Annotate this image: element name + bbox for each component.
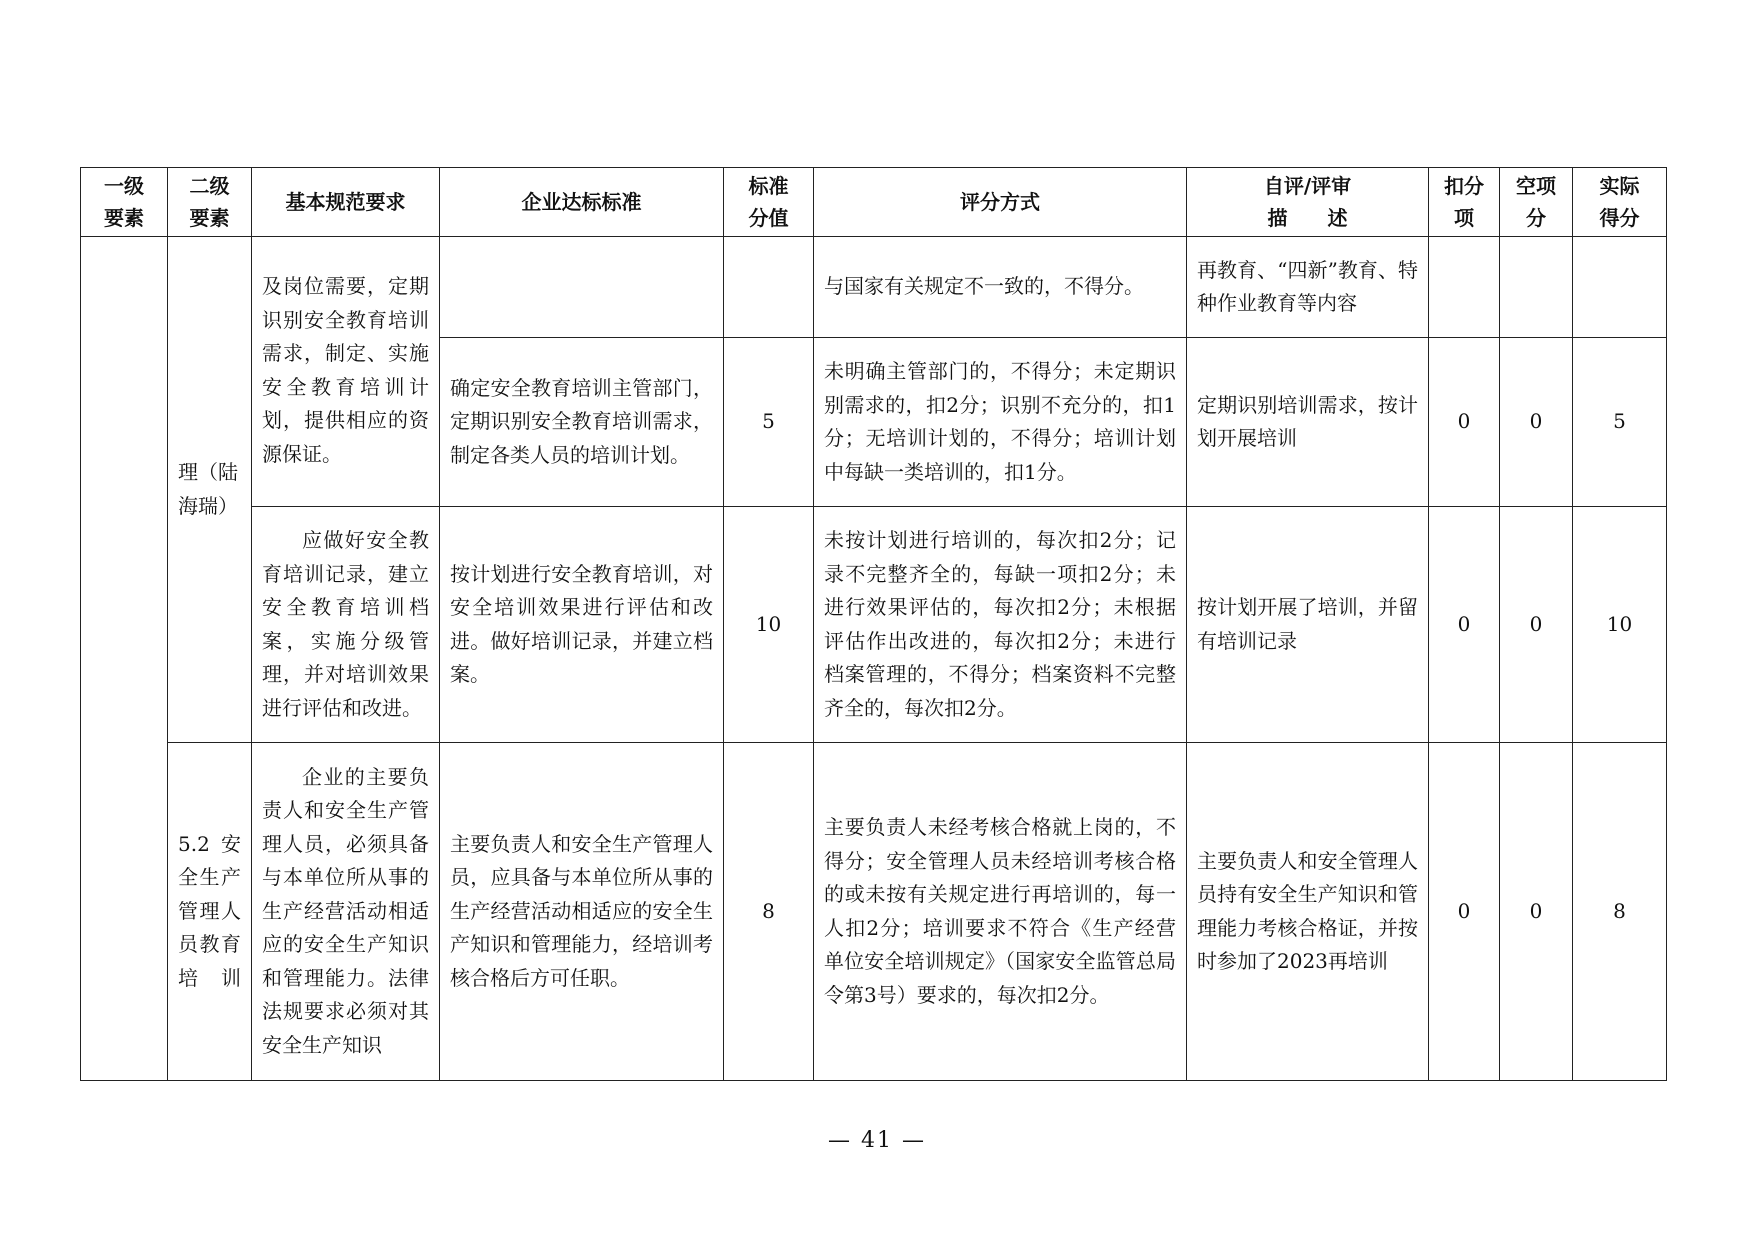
header-empty: 空项 分 [1500,168,1573,237]
standards-table [80,167,1667,1081]
header-basic-req: 基本规范要求 [252,168,440,237]
header-level2: 二级 要素 [168,168,252,237]
empty-cell: 0 [1500,743,1573,1081]
empty-cell: 0 [1500,507,1573,743]
table-row [81,237,1667,338]
deduct-cell: 0 [1429,507,1500,743]
std-cell: 主要负责人和安全生产管理人员，应具备与本单位所从事的生产经营活动相适应的安全生产知识和管理能力，经培训考核合格后方可任职。 [440,743,724,1081]
score-cell: 5 [724,338,814,507]
actual-cell: 10 [1573,507,1667,743]
basic-req-cell: 应做好安全教育培训记录，建立安全教育培训档案，实施分级管理，并对培训效果进行评估和改进。 [252,507,440,743]
deduct-cell: 0 [1429,743,1500,1081]
table-row [81,743,1667,1081]
self-review-cell: 按计划开展了培训，并留有培训记录 [1187,507,1429,743]
empty-cell [1500,237,1573,338]
empty-cell: 0 [1500,338,1573,507]
deduct-cell [1429,237,1500,338]
header-self-review: 自评/评审 描 述 [1187,168,1429,237]
method-cell: 与国家有关规定不一致的，不得分。 [814,237,1187,338]
self-review-cell: 主要负责人和安全管理人员持有安全生产知识和管理能力考核合格证，并按时参加了2023再培训 [1187,743,1429,1081]
std-cell: 按计划进行安全教育培训，对安全培训效果进行评估和改进。做好培训记录，并建立档案。 [440,507,724,743]
level1-cell [81,237,168,1081]
actual-cell: 5 [1573,338,1667,507]
method-cell: 主要负责人未经考核合格就上岗的，不得分；安全管理人员未经培训考核合格的或未按有关规定进行再培训的，每一人扣2分；培训要求不符合《生产经营单位安全培训规定》（国家安全监管总局令第3号）要求的，每次扣2分。 [814,743,1187,1081]
level2-cell: 理（陆海瑞） [168,237,252,743]
self-review-cell: 定期识别培训需求，按计划开展培训 [1187,338,1429,507]
table-row [81,507,1667,743]
header-std: 企业达标标准 [440,168,724,237]
header-level1: 一级 要素 [81,168,168,237]
header-actual: 实际 得分 [1573,168,1667,237]
actual-cell [1573,237,1667,338]
method-cell: 未明确主管部门的，不得分；未定期识别需求的，扣2分；识别不充分的，扣1分；无培训计划的，不得分；培训计划中每缺一类培训的，扣1分。 [814,338,1187,507]
std-cell: 确定安全教育培训主管部门，定期识别安全教育培训需求，制定各类人员的培训计划。 [440,338,724,507]
header-deduct: 扣分 项 [1429,168,1500,237]
self-review-cell: 再教育、“四新”教育、特种作业教育等内容 [1187,237,1429,338]
page-number: — 41 — [828,1128,926,1153]
score-cell: 10 [724,507,814,743]
header-row [81,168,1667,237]
basic-req-cell: 及岗位需要，定期识别安全教育培训需求，制定、实施安全教育培训计划，提供相应的资源保证。 [252,237,440,507]
deduct-cell: 0 [1429,338,1500,507]
score-cell: 8 [724,743,814,1081]
basic-req-cell: 企业的主要负责人和安全生产管理人员，必须具备与本单位所从事的生产经营活动相适应的安全生产知识和管理能力。法律法规要求必须对其安全生产知识 [252,743,440,1081]
std-cell [440,237,724,338]
method-cell: 未按计划进行培训的，每次扣2分；记录不完整齐全的，每缺一项扣2分；未进行效果评估的，每次扣2分；未根据评估作出改进的，每次扣2分；未进行档案管理的，不得分；档案资料不完整齐全的，每次扣2分。 [814,507,1187,743]
header-method: 评分方式 [814,168,1187,237]
actual-cell: 8 [1573,743,1667,1081]
level2-cell: 5.2安全生产管理人员教育培训 [168,743,252,1081]
score-cell [724,237,814,338]
header-score-value: 标准 分值 [724,168,814,237]
